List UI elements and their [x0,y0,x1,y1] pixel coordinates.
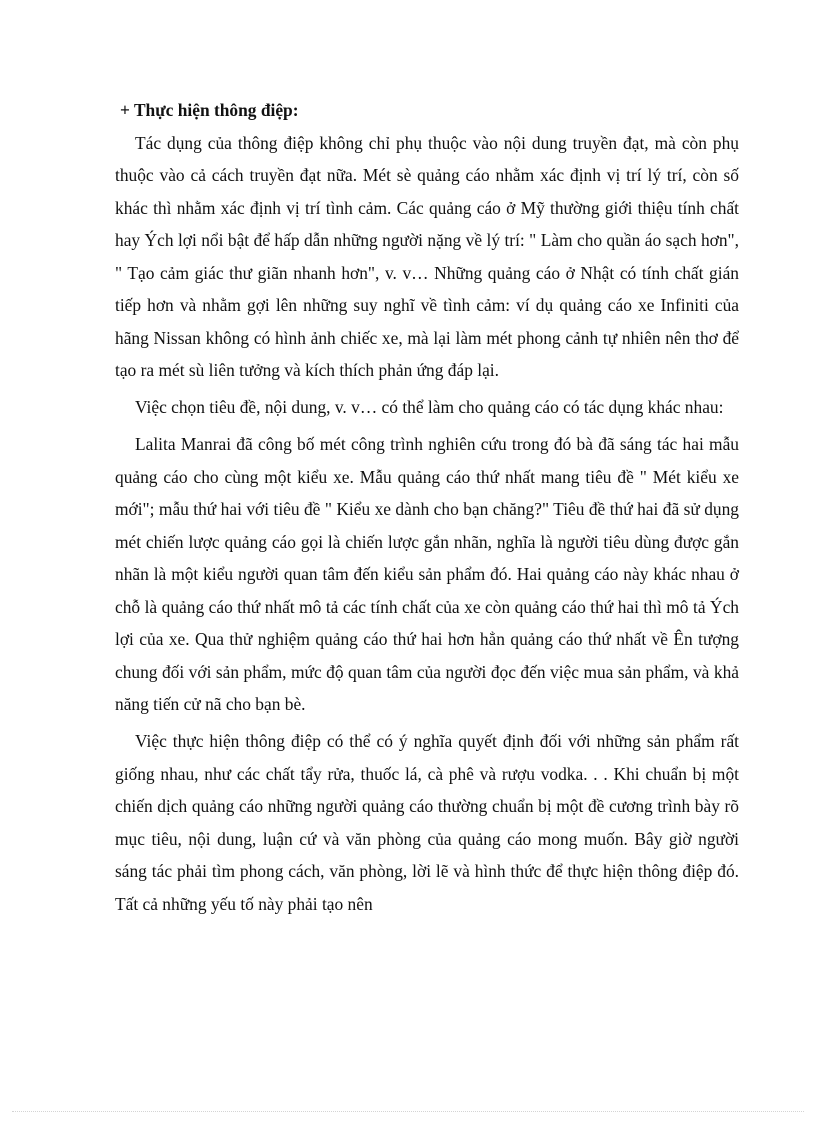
paragraph-manrai-study: Lalita Manrai đã công bố mét công trình nghiên cứu trong đó bà đã sáng tác hai mẫu quảng cáo cho cùng một kiểu xe. Mẫu quảng cáo thứ nhất mang tiêu đề " Mét kiểu xe mới"; mẫu thứ hai với tiêu đề " Kiểu xe dành cho bạn chăng?" Tiêu đề thứ hai đã sử dụng mét chiến lược quảng cáo gọi là chiến lược gắn nhãn, nghĩa là người tiêu dùng được gắn nhãn là một kiểu người quan tâm đến kiểu sản phẩm đó. Hai quảng cáo này khác nhau ở chỗ là quảng cáo thứ nhất mô tả các tính chất của xe còn quảng cáo thứ hai thì mô tả Ých lợi của xe. Qua thử nghiệm quảng cáo thứ hai hơn hẳn quảng cáo thứ nhất về Ên tượng chung đối với sản phẩm, mức độ quan tâm của người đọc đến việc mua sản phẩm, và khả năng tiến cử nã cho bạn bè. [115,434,739,714]
document-body [115,94,739,920]
page-bottom-divider [12,1111,804,1112]
section-heading: + Thực hiện thông điệp: [120,100,299,120]
paragraph-message-effect: Tác dụng của thông điệp không chỉ phụ thuộc vào nội dung truyền đạt, mà còn phụ thuộc vào cả cách truyền đạt nữa. Mét sè quảng cáo nhằm xác định vị trí lý trí, còn số khác thì nhằm xác định vị trí tình cảm. Các quảng cáo ở Mỹ thường giới thiệu tính chất hay Ých lợi nổi bật để hấp dẫn những người nặng về lý trí: " Làm cho quần áo sạch hơn", " Tạo cảm giác thư giãn nhanh hơn", v. v… Những quảng cáo ở Nhật có tính chất gián tiếp hơn và nhằm gợi lên những suy nghĩ về tình cảm: ví dụ quảng cáo xe Infiniti của hãng Nissan không có hình ảnh chiếc xe, mà lại làm mét phong cảnh tự nhiên nên thơ để tạo ra mét sù liên tưởng và kích thích phản ứng đáp lại. [115,132,739,380]
paragraph-message-execution: Việc thực hiện thông điệp có thể có ý nghĩa quyết định đối với những sản phẩm rất giống nhau, như các chất tẩy rửa, thuốc lá, cà phê và rượu vodka. . . Khi chuẩn bị một chiến dịch quảng cáo những người quảng cáo thường chuẩn bị một đề cương trình bày rõ mục tiêu, nội dung, luận cứ và văn phòng của quảng cáo mong muốn. Bây giờ người sáng tác phải tìm phong cách, văn phòng, lời lẽ và hình thức để thực hiện thông điệp đó. Tất cả những yếu tố này phải tạo nên [115,731,739,914]
paragraph-title-choice: Việc chọn tiêu đề, nội dung, v. v… có thể làm cho quảng cáo có tác dụng khác nhau: [135,397,724,417]
